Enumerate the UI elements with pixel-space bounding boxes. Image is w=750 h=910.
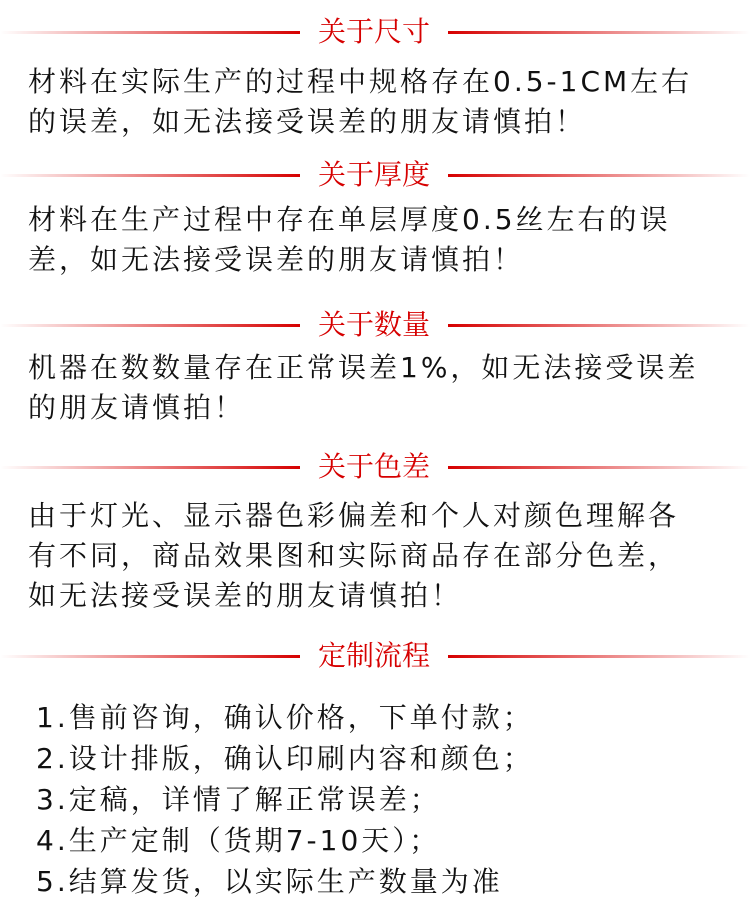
header-divider-left: [0, 31, 300, 34]
header-divider-right: [448, 174, 750, 177]
section-body-thickness: [28, 200, 730, 280]
process-step: 2.设计排版，确认印刷内容和颜色；: [36, 742, 534, 775]
section-title-color: 关于色差: [317, 450, 430, 483]
header-divider-right: [448, 31, 750, 34]
text-line: 有不同，商品效果图和实际商品存在部分色差，: [28, 539, 680, 572]
section-body-size: [28, 62, 730, 142]
text-line: 的误差，如无法接受误差的朋友请慎拍！: [28, 105, 587, 138]
section-body-color: [28, 496, 730, 616]
section-title-quantity: 关于数量: [317, 308, 430, 341]
section-header-quantity: [0, 305, 750, 345]
process-step: 1.售前咨询，确认价格，下单付款；: [36, 701, 534, 734]
text-line: 的朋友请慎拍！: [28, 391, 246, 424]
header-divider-right: [448, 655, 750, 658]
process-step: 5.结算发货，以实际生产数量为准: [36, 865, 503, 898]
text-line: 材料在生产过程中存在单层厚度0.5丝左右的误: [28, 203, 671, 236]
section-header-color: [0, 447, 750, 487]
header-divider-left: [0, 466, 300, 469]
section-header-process: [0, 636, 750, 676]
section-header-thickness: [0, 155, 750, 195]
section-header-size: [0, 12, 750, 52]
section-title-size: 关于尺寸: [317, 15, 430, 48]
text-line: 材料在实际生产的过程中规格存在0.5-1CM左右: [28, 65, 693, 98]
process-step: 4.生产定制（货期7-10天）；: [36, 824, 441, 857]
process-steps-list: [36, 697, 736, 902]
header-divider-left: [0, 174, 300, 177]
header-divider-right: [448, 324, 750, 327]
section-title-thickness: 关于厚度: [317, 158, 430, 191]
section-title-process: 定制流程: [317, 639, 430, 672]
text-line: 差，如无法接受误差的朋友请慎拍！: [28, 243, 525, 276]
header-divider-right: [448, 466, 750, 469]
header-divider-left: [0, 324, 300, 327]
header-divider-left: [0, 655, 300, 658]
text-line: 机器在数数量存在正常误差1%，如无法接受误差: [28, 351, 699, 384]
process-step: 3.定稿，详情了解正常误差；: [36, 783, 441, 816]
text-line: 由于灯光、显示器色彩偏差和个人对颜色理解各: [28, 499, 680, 532]
section-body-quantity: [28, 348, 730, 428]
text-line: 如无法接受误差的朋友请慎拍！: [28, 579, 463, 612]
